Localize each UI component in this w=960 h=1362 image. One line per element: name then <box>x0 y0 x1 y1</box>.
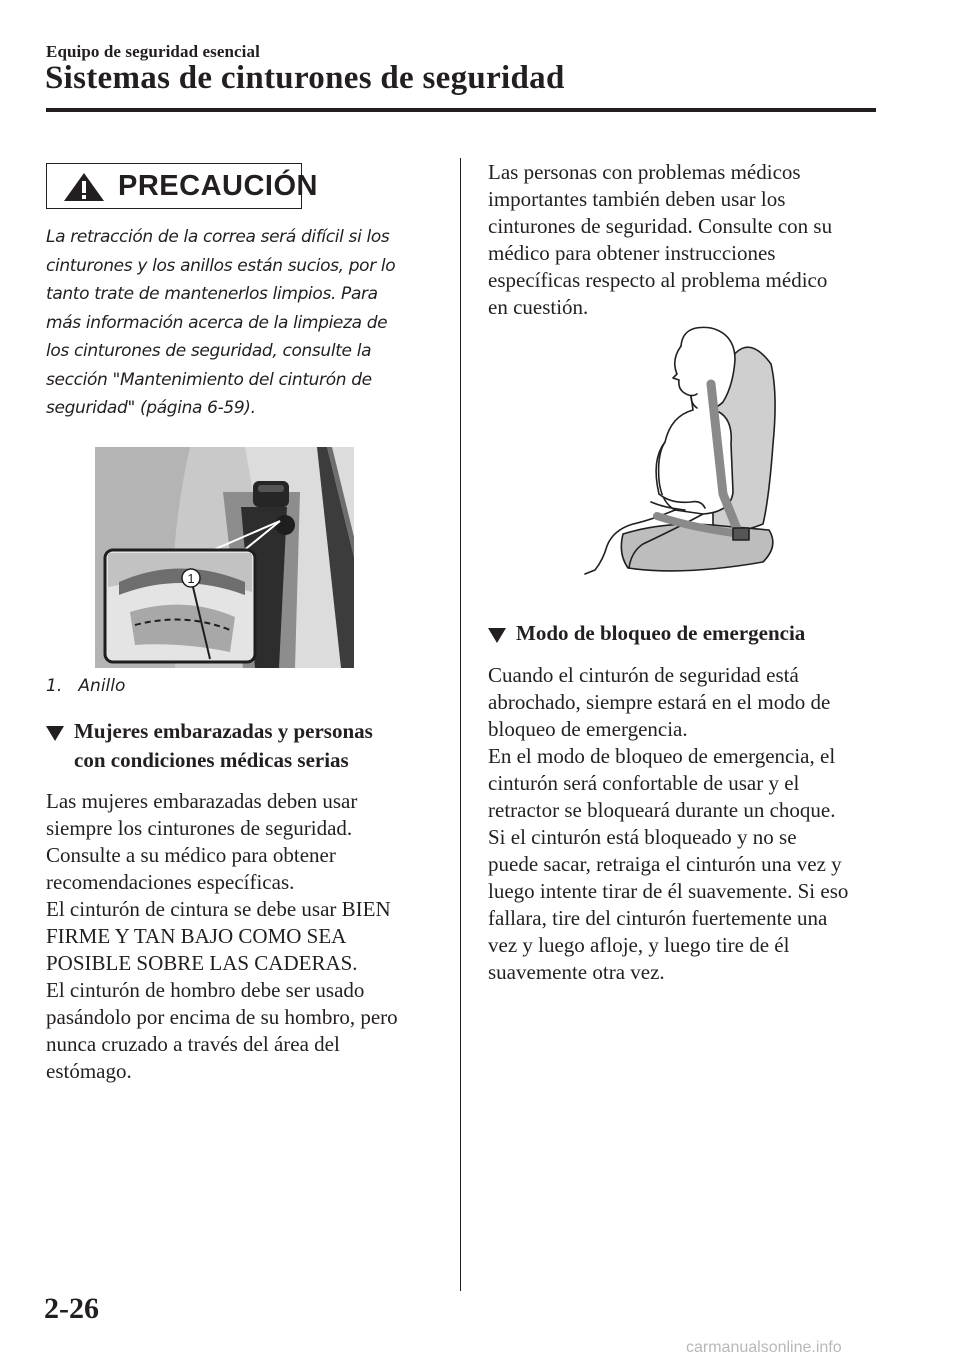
body-line: abrochado, siempre estará en el modo de <box>488 690 831 714</box>
caution-title: PRECAUCIÓN <box>118 170 318 202</box>
pregnant-woman-seatbelt-illustration <box>573 324 783 580</box>
section-triangle-icon <box>46 726 64 741</box>
page-number: 2-26 <box>44 1292 99 1325</box>
medical-body <box>488 159 832 321</box>
body-line: luego intente tirar de él suavemente. Si eso <box>488 879 849 903</box>
body-line: retractor se bloqueará durante un choque. <box>488 798 836 822</box>
body-line: POSIBLE SOBRE LAS CADERAS. <box>46 951 358 975</box>
body-line: En el modo de bloqueo de emergencia, el <box>488 744 836 768</box>
body-line: Las mujeres embarazadas deben usar <box>46 789 358 813</box>
caution-text <box>46 223 431 423</box>
emergency-body <box>488 662 848 986</box>
heading-line: con condiciones médicas serias <box>74 748 349 772</box>
body-line: El cinturón de cintura se debe usar BIEN <box>46 897 391 921</box>
body-line: pasándolo por encima de su hombro, pero <box>46 1005 398 1029</box>
caution-line: tanto trate de mantenerlos limpios. Para <box>46 284 378 304</box>
body-line: Las personas con problemas médicos <box>488 160 801 184</box>
caution-line: más información acerca de la limpieza de <box>46 312 388 333</box>
title-rule <box>46 108 876 112</box>
body-line: estómago. <box>46 1059 132 1083</box>
body-line: cinturones de seguridad. Consulte con su <box>488 214 833 238</box>
body-line: importantes también deben usar los <box>488 187 786 211</box>
body-line: fallara, tire del cinturón fuertemente una <box>488 906 828 930</box>
caution-line: cinturones y los anillos están sucios, por lo <box>46 255 396 276</box>
body-line: nunca cruzado a través del área del <box>46 1032 340 1056</box>
seatbelt-ring-photo <box>95 447 354 668</box>
caution-line: seguridad" (página 6-59). <box>46 398 256 418</box>
body-line: FIRME Y TAN BAJO COMO SEA <box>46 924 347 948</box>
callout-number: 1 <box>187 571 195 586</box>
body-line: bloqueo de emergencia. <box>488 717 688 741</box>
caution-box <box>46 163 318 209</box>
body-line: puede sacar, retraiga el cinturón una vez y <box>488 852 842 876</box>
heading-line: Mujeres embarazadas y personas <box>74 719 373 743</box>
body-line: cinturón será confortable de usar y el <box>488 771 800 795</box>
body-line: recomendaciones específicas. <box>46 870 295 894</box>
warning-triangle-icon <box>63 172 105 202</box>
caution-line: La retracción de la correa será difícil si los <box>46 227 390 247</box>
section-triangle-icon <box>488 628 506 643</box>
pregnant-body <box>46 788 398 1085</box>
body-line: específicas respecto al problema médico <box>488 268 828 292</box>
body-line: vez y luego afloje, y luego tire de él <box>488 933 790 957</box>
watermark: carmanualsonline.info <box>686 1339 842 1356</box>
body-line: médico para obtener instrucciones <box>488 241 776 265</box>
section-label: Equipo de seguridad esencial <box>46 42 260 61</box>
body-line: en cuestión. <box>488 295 589 319</box>
caution-line: los cinturones de seguridad, consulte la <box>46 341 372 361</box>
body-line: Si el cinturón está bloqueado y no se <box>488 825 797 849</box>
body-line: El cinturón de hombro debe ser usado <box>46 978 365 1002</box>
body-line: suavemente otra vez. <box>488 960 665 984</box>
page-title: Sistemas de cinturones de seguridad <box>45 60 565 96</box>
photo-caption: 1. Anillo <box>46 676 126 696</box>
body-line: Consulte a su médico para obtener <box>46 843 336 867</box>
heading-line: Modo de bloqueo de emergencia <box>516 621 806 645</box>
column-divider <box>460 158 461 1291</box>
body-line: siempre los cinturones de seguridad. <box>46 816 353 840</box>
body-line: Cuando el cinturón de seguridad está <box>488 663 799 687</box>
caution-line: sección "Mantenimiento del cinturón de <box>46 369 372 390</box>
